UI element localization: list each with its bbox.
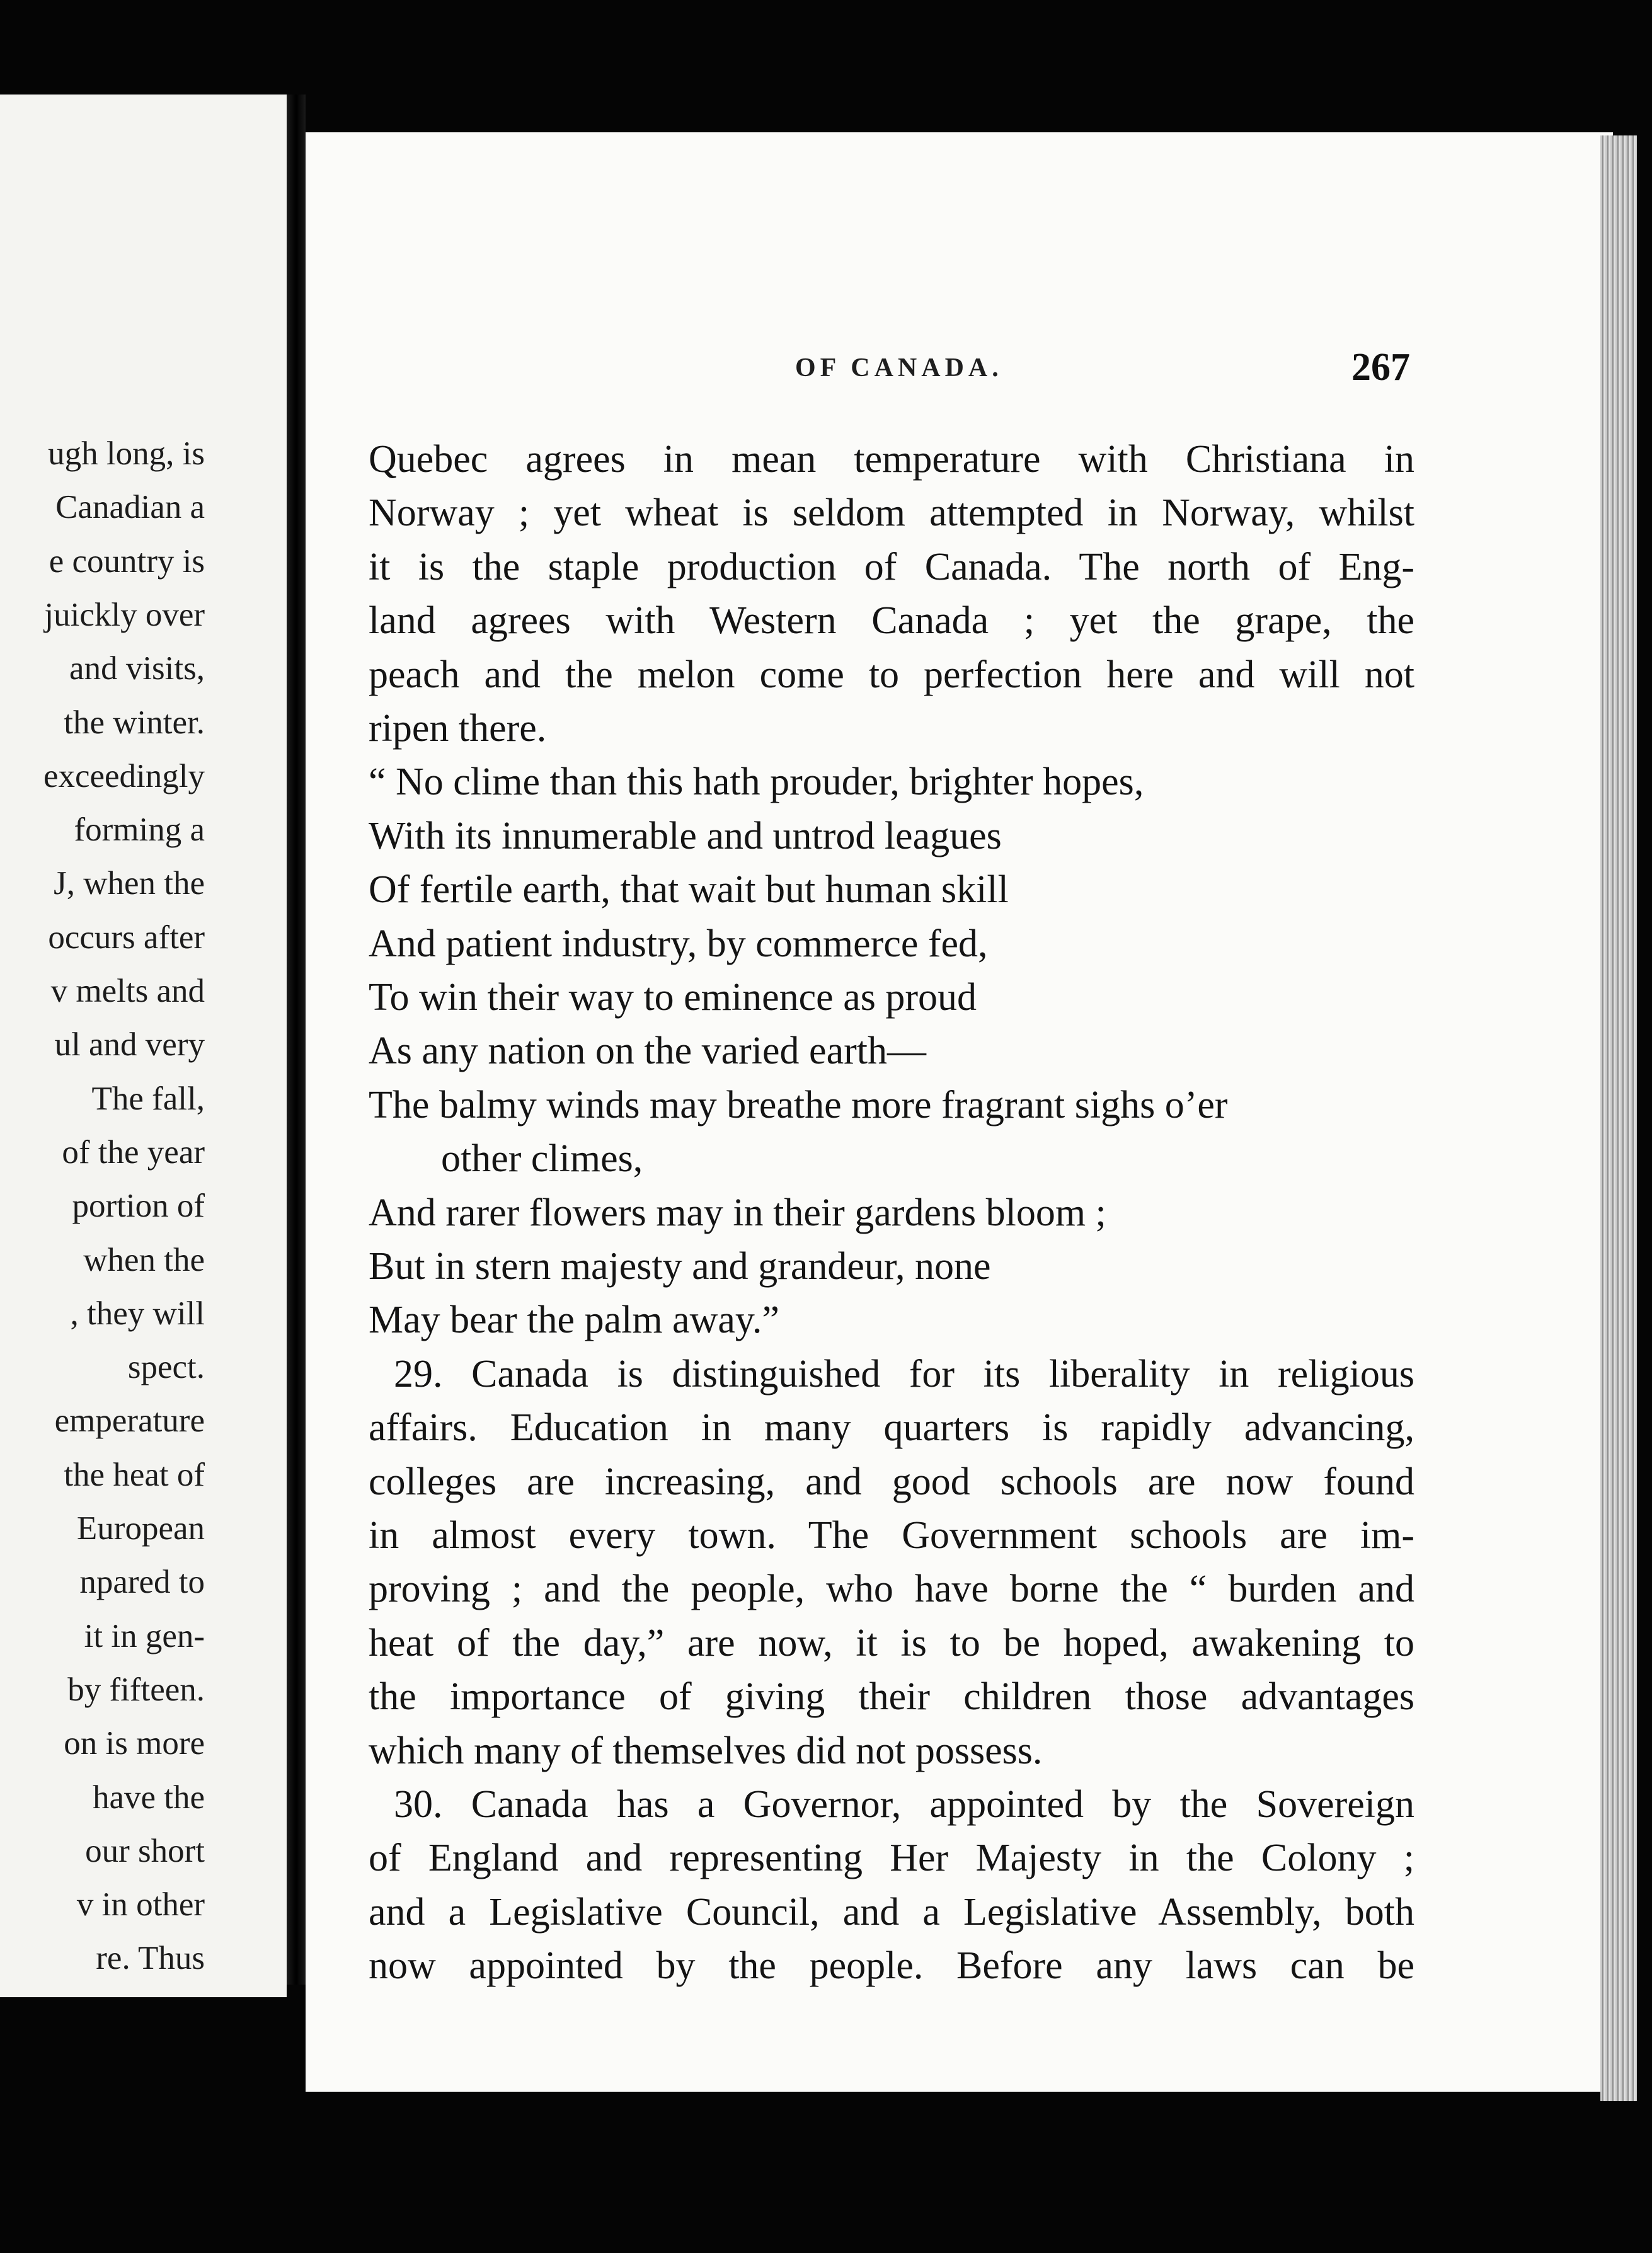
text-line: the importance of giving their children those advantages <box>369 1675 1414 1719</box>
left-page-line: by fifteen. <box>67 1671 205 1708</box>
left-page-line: J, when the <box>54 865 205 902</box>
text-line: colleges are increasing, and good schools are now found <box>369 1460 1414 1503</box>
text-line: Norway ; yet wheat is seldom attempted in Norway, whilst <box>369 491 1414 535</box>
text-line: The balmy winds may breathe more fragrant sighs o’er <box>369 1083 1228 1126</box>
left-page-line: European <box>76 1510 205 1547</box>
left-page-line: the heat of <box>64 1456 205 1493</box>
text-line: ripen there. <box>369 707 547 750</box>
left-page-line: occurs after <box>48 919 205 956</box>
left-page-line: emperature <box>54 1402 205 1440</box>
text-line: 29. Canada is distinguished for its liberality in religious <box>394 1352 1414 1396</box>
left-page-line: e country is <box>49 542 205 580</box>
text-line: As any nation on the varied earth— <box>369 1029 926 1073</box>
text-line: Of fertile earth, that wait but human skill <box>369 868 1009 912</box>
text-line: it is the staple production of Canada. The north of Eng- <box>369 545 1414 588</box>
left-page-line: it in gen- <box>84 1617 205 1654</box>
text-line: But in stern majesty and grandeur, none <box>369 1245 991 1288</box>
book-gutter <box>287 95 306 1985</box>
left-page-line: of the year <box>62 1133 205 1171</box>
text-line: And rarer flowers may in their gardens bloom ; <box>369 1191 1106 1234</box>
left-page-fragment <box>0 95 287 1997</box>
left-page-line: have the <box>92 1779 205 1816</box>
page-edge-stack <box>1600 135 1637 2101</box>
left-page-line: ugh long, is <box>48 435 205 472</box>
left-page-line: when the <box>83 1241 205 1278</box>
left-page-line: re. Thus <box>96 1940 205 1977</box>
left-page-line: portion of <box>72 1188 205 1225</box>
left-page-line: forming a <box>74 811 205 849</box>
left-page-line: on is more <box>64 1725 205 1762</box>
left-page-line: Canadian a <box>55 489 205 526</box>
text-line: proving ; and the people, who have borne the “ burden and <box>369 1568 1414 1611</box>
text-line: other climes, <box>441 1137 643 1181</box>
left-page-line: exceedingly <box>43 757 205 794</box>
text-line: May bear the palm away.” <box>369 1298 779 1342</box>
text-line: 30. Canada has a Governor, appointed by the Sovereign <box>394 1783 1414 1826</box>
left-page-line: npared to <box>79 1564 205 1601</box>
left-page-line: juickly over <box>44 596 205 633</box>
left-page-line: our short <box>85 1832 205 1869</box>
text-line: And patient industry, by commerce fed, <box>369 922 988 965</box>
text-line: and a Legislative Council, and a Legislative Assembly, both <box>369 1890 1414 1934</box>
left-page-line: the winter. <box>64 704 205 741</box>
text-line: peach and the melon come to perfection here and will not <box>369 653 1414 696</box>
text-line: To win their way to eminence as proud <box>369 976 977 1019</box>
page-number: 267 <box>1351 346 1410 389</box>
text-line: Quebec agrees in mean temperature with Christiana in <box>369 438 1414 481</box>
left-page-line: spect. <box>127 1349 205 1386</box>
text-line: which many of themselves did not possess. <box>369 1729 1043 1772</box>
left-page-line: , they will <box>70 1295 205 1332</box>
left-page-line: The fall, <box>91 1080 205 1117</box>
left-page-line: v in other <box>76 1886 205 1923</box>
left-page-line: and visits, <box>69 650 205 687</box>
text-line: affairs. Education in many quarters is rapidly advancing, <box>369 1406 1414 1450</box>
left-page-line: v melts and <box>50 973 205 1009</box>
text-line: in almost every town. The Government schools are im- <box>369 1514 1414 1557</box>
left-page-line: ul and very <box>54 1026 205 1063</box>
text-line: heat of the day,” are now, it is to be hoped, awakening to <box>369 1621 1414 1665</box>
text-line: “ No clime than this hath prouder, brighter hopes, <box>369 760 1144 804</box>
running-head: OF CANADA. <box>795 353 1003 382</box>
text-line: of England and representing Her Majesty in the Colony ; <box>369 1837 1414 1880</box>
text-line: land agrees with Western Canada ; yet the grape, the <box>369 599 1414 643</box>
text-line: With its innumerable and untrod leagues <box>369 814 1002 857</box>
text-line: now appointed by the people. Before any laws can be <box>369 1944 1414 1988</box>
